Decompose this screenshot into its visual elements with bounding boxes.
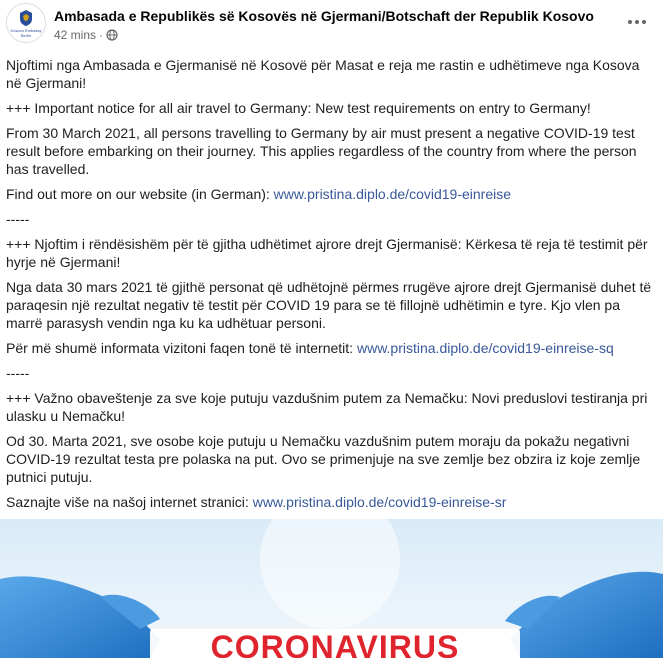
more-options-button[interactable] [625,10,649,34]
coronavirus-label: CORONAVIRUS [210,629,460,658]
svg-text:Kosovo Embassy: Kosovo Embassy [10,28,42,33]
ellipsis-icon [627,19,647,25]
text-divider: ----- [6,211,30,227]
globe-icon[interactable] [106,29,118,44]
paragraph-intro: Njoftimi nga Ambasada e Gjermanisë në Kosovë për Masat e reja me rastin e udhëtimeve nga Kosova në Gjermani! [6,57,640,91]
text-divider: ----- [6,365,30,381]
svg-text:Berlin: Berlin [20,33,32,38]
post-meta [54,28,118,44]
paragraph-en-body: From 30 March 2021, all persons travelling to Germany by air must present a negative COVID-19 test result before embarking on their journey. This applies regardless of the country from where the person has travelled. [6,125,637,177]
paragraph-sq-link [6,339,656,357]
website-link-sr[interactable]: www.pristina.diplo.de/covid19-einreise-sr [252,494,507,510]
post-header [0,0,663,48]
meta-separator: · [99,28,104,42]
post-timestamp[interactable]: 42 mins [54,28,97,42]
paragraph-en-notice: +++ Important notice for all air travel to Germany: New test requirements on entry to Germany! [6,100,591,116]
page-name-link[interactable]: Ambasada e Republikës së Kosovës në Gjermani/Botschaft der Republik Kosovo [54,8,594,24]
page-avatar[interactable] [6,3,46,43]
paragraph-sr-body: Od 30. Marta 2021, sve osobe koje putuju u Nemačku vazdušnim putem moraju da pokažu negativni COVID-19 rezultat testa pre polaska na put. Ovo se primenjuje na sve zemlje bez obzira iz koje zemlje putnici putuju. [6,433,641,485]
paragraph-sq-body: Nga data 30 mars 2021 të gjithë personat që udhëtojnë përmes rrugëve ajrore drejt Gjermanisë duhet të paraqesin një rezultat negativ të testit për COVID 19 para se të fillojnë udhëtimin e tyre. Kjo vlen pa marrë parasysh vendin nga ku ka udhëtuar personi. [6,279,652,331]
website-link-de[interactable]: www.pristina.diplo.de/covid19-einreise [273,186,512,202]
embassy-logo-icon [7,4,45,42]
link-prefix: Saznajte više na našoj internet stranici: [6,494,253,510]
post-image[interactable] [0,519,663,658]
website-link-sq[interactable]: www.pristina.diplo.de/covid19-einreise-sq [356,340,614,356]
paragraph-en-link [6,185,656,203]
coronavirus-photo [0,519,663,658]
paragraph-sr-link [6,493,656,511]
paragraph-sr-notice: +++ Važno obaveštenje za sve koje putuju vazdušnim putem za Nemačku: Novi preduslovi testiranja pri ulasku u Nemačku! [6,390,648,424]
link-prefix: Për më shumë informata vizitoni faqen tonë të internetit: [6,340,357,356]
link-prefix: Find out more on our website (in German): [6,186,274,202]
post-text [6,56,656,518]
paragraph-sq-notice: +++ Njoftim i rëndësishëm për të gjitha udhëtimet ajrore drejt Gjermanisë: Kërkesa të reja të testimit për hyrje në Gjermani! [6,236,648,270]
